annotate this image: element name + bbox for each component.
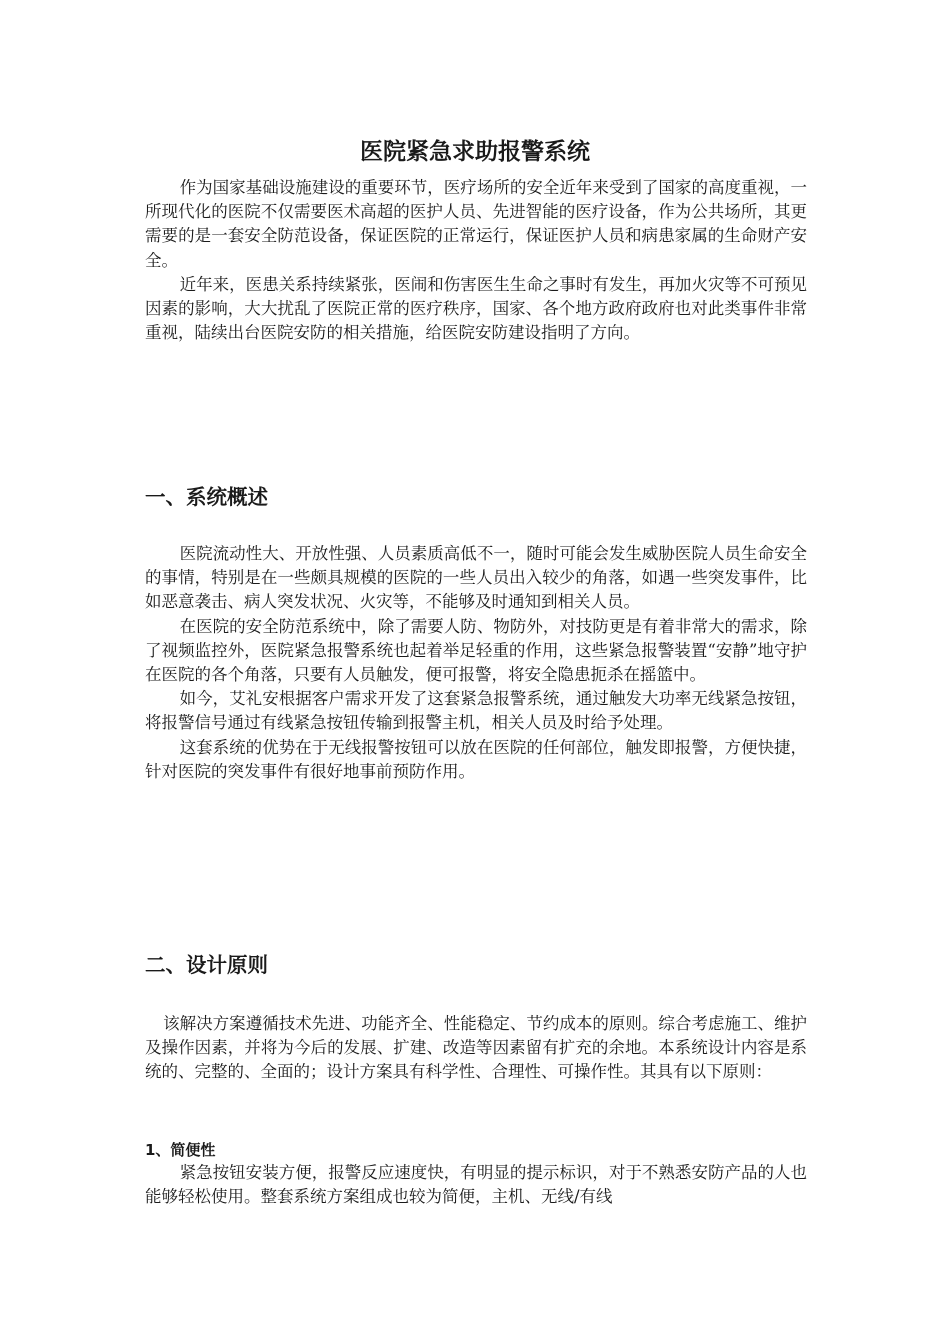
intro-section [145, 176, 807, 345]
overview-paragraph: 在医院的安全防范系统中，除了需要人防、物防外，对技防更是有着非常大的需求，除了视频监控外，医院紧急报警系统也起着举足轻重的作用，这些紧急报警装置“安静”地守护在医院的各个角落，只要有人员触发，便可报警，将安全隐患扼杀在摇篮中。 [145, 616, 807, 685]
subsection-heading-simplicity: 1、简便性 [145, 1141, 216, 1159]
principles-paragraph: 该解决方案遵循技术先进、功能齐全、性能稳定、节约成本的原则。综合考虑施工、维护及操作因素，并将为今后的发展、扩建、改造等因素留有扩充的余地。本系统设计内容是系统的、完整的、全面的；设计方案具有科学性、合理性、可操作性。其具有以下原则： [145, 1014, 807, 1082]
overview-paragraph: 如今，艾礼安根据客户需求开发了这套紧急报警系统，通过触发大功率无线紧急按钮，将报警信号通过有线紧急按钮传输到报警主机，相关人员及时给予处理。 [145, 689, 807, 733]
simplicity-section [145, 1161, 807, 1209]
principles-section [145, 1012, 807, 1085]
section-heading-overview: 一、系统概述 [145, 485, 268, 509]
simplicity-paragraph: 紧急按钮安装方便，报警反应速度快，有明显的提示标识，对于不熟悉安防产品的人也能够轻松使用。整套系统方案组成也较为简便，主机、无线/有线 [145, 1163, 807, 1207]
overview-paragraph: 医院流动性大、开放性强、人员素质高低不一，随时可能会发生威胁医院人员生命安全的事情，特别是在一些颇具规模的医院的一些人员出入较少的角落，如遇一些突发事件，比如恶意袭击、病人突发状况、火灾等，不能够及时通知到相关人员。 [145, 544, 807, 612]
section-heading-principles: 二、设计原则 [145, 953, 268, 977]
document-title: 医院紧急求助报警系统 [360, 139, 590, 165]
intro-paragraph: 作为国家基础设施建设的重要环节，医疗场所的安全近年来受到了国家的高度重视，一所现代化的医院不仅需要医术高超的医护人员、先进智能的医疗设备，作为公共场所，其更需要的是一套安全防范设备，保证医院的正常运行，保证医护人员和病患家属的生命财产安全。 [145, 178, 807, 270]
overview-paragraph: 这套系统的优势在于无线报警按钮可以放在医院的任何部位，触发即报警，方便快捷，针对医院的突发事件有很好地事前预防作用。 [145, 737, 807, 781]
intro-paragraph: 近年来，医患关系持续紧张，医闹和伤害医生生命之事时有发生，再加火灾等不可预见因素的影响，大大扰乱了医院正常的医疗秩序，国家、各个地方政府政府也对此类事件非常重视，陆续出台医院安防的相关措施，给医院安防建设指明了方向。 [145, 274, 807, 343]
overview-section [145, 542, 807, 784]
